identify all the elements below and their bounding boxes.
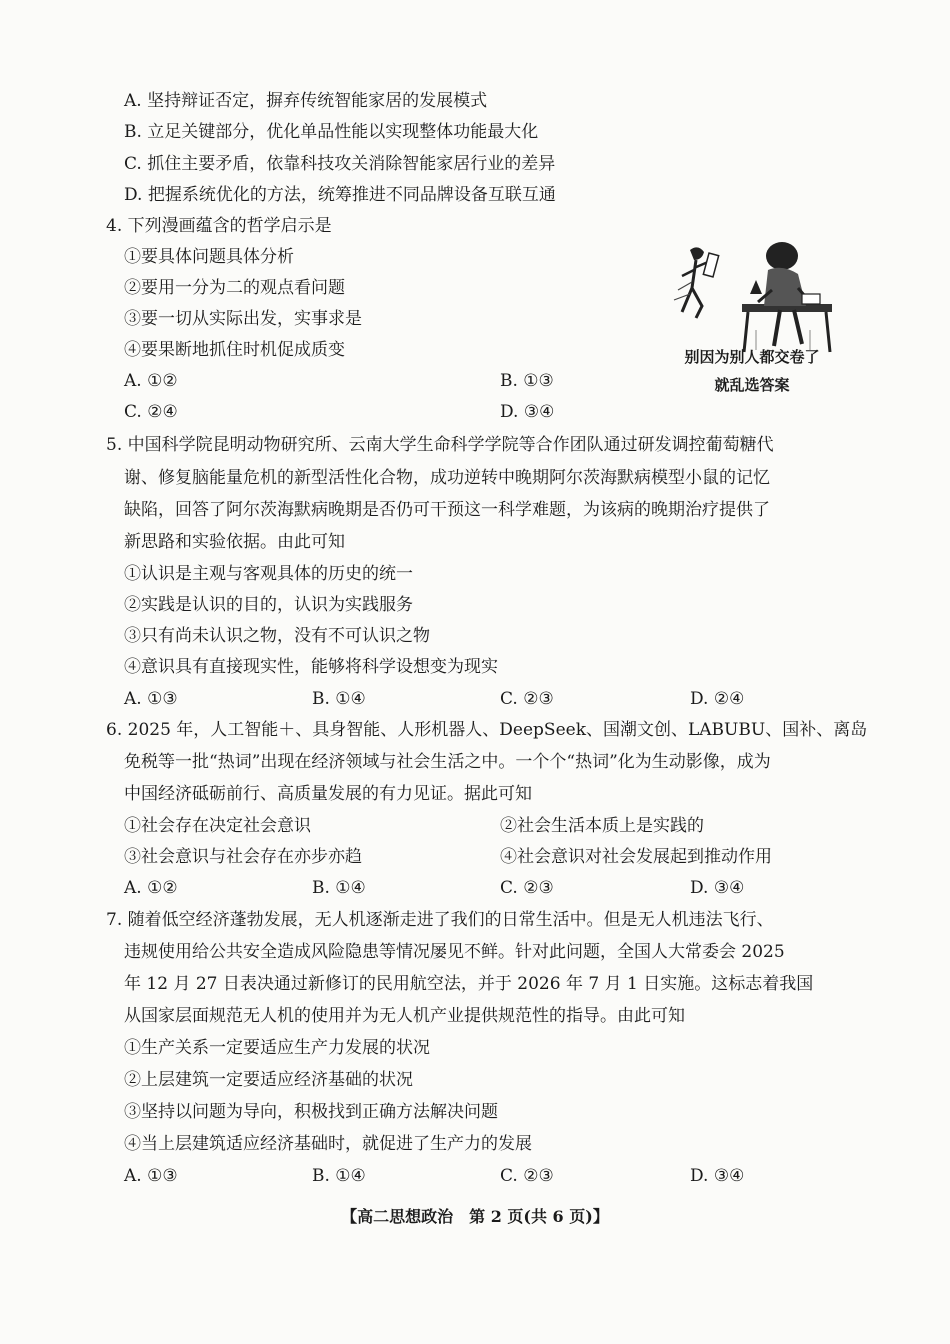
q4-item-3: ③要一切从实际出发，实事求是 bbox=[124, 309, 362, 329]
q5-stem-line-1: 5. 中国科学院昆明动物研究所、云南大学生命科学学院等合作团队通过研发调控葡萄糖代 bbox=[106, 435, 774, 455]
q7-stem-line-3: 年 12 月 27 日表决通过新修订的民用航空法，并于 2026 年 7 月 1 日实施。这标志着我国 bbox=[124, 974, 814, 994]
q5-choice-a: A. ①③ bbox=[124, 689, 178, 709]
q6-choice-d: D. ③④ bbox=[690, 878, 745, 898]
q7-item-4: ④当上层建筑适应经济基础时，就促进了生产力的发展 bbox=[124, 1134, 532, 1154]
q6-item-3: ③社会意识与社会存在亦步亦趋 bbox=[124, 847, 362, 867]
q5-stem-line-3: 缺陷，回答了阿尔茨海默病晚期是否仍可干预这一科学难题，为该病的晚期治疗提供了 bbox=[124, 500, 770, 520]
q7-choice-d: D. ③④ bbox=[690, 1166, 745, 1186]
q7-choice-a: A. ①③ bbox=[124, 1166, 178, 1186]
q6-stem-line-2: 免税等一批“热词”出现在经济领域与社会生活之中。一个个“热词”化为生动影像，成为 bbox=[124, 752, 771, 772]
q6-choice-b: B. ①④ bbox=[312, 878, 366, 898]
page-footer: 【高二思想政治 第 2 页(共 6 页)】 bbox=[341, 1207, 609, 1226]
q3-option-d: D. 把握系统优化的方法，统筹推进不同品牌设备互联互通 bbox=[124, 185, 556, 205]
q4-choice-c: C. ②④ bbox=[124, 402, 178, 422]
q7-choice-b: B. ①④ bbox=[312, 1166, 366, 1186]
q3-option-b: B. 立足关键部分，优化单品性能以实现整体功能最大化 bbox=[124, 122, 539, 142]
q6-choice-a: A. ①② bbox=[124, 878, 178, 898]
q5-item-2: ②实践是认识的目的，认识为实践服务 bbox=[124, 595, 413, 615]
q5-stem-line-4: 新思路和实验依据。由此可知 bbox=[124, 532, 345, 552]
q5-item-3: ③只有尚未认识之物，没有不可认识之物 bbox=[124, 626, 430, 646]
q4-item-1: ①要具体问题具体分析 bbox=[124, 247, 294, 267]
q5-choice-d: D. ②④ bbox=[690, 689, 745, 709]
q6-stem-line-3: 中国经济砥砺前行、高质量发展的有力见证。据此可知 bbox=[124, 784, 532, 804]
q6-choice-c: C. ②③ bbox=[500, 878, 554, 898]
q4-item-4: ④要果断地抓住时机促成质变 bbox=[124, 340, 345, 360]
q5-choice-c: C. ②③ bbox=[500, 689, 554, 709]
q6-stem-line-1: 6. 2025 年，人工智能＋、具身智能、人形机器人、DeepSeek、国潮文创、LABUBU、国补、离岛 bbox=[106, 720, 868, 740]
q4-choice-d: D. ③④ bbox=[500, 402, 555, 422]
cartoon-caption-line-2: 就乱选答案 bbox=[714, 376, 790, 394]
q5-stem-line-2: 谢、修复脑能量危机的新型活性化合物，成功逆转中晚期阿尔茨海默病模型小鼠的记忆 bbox=[124, 468, 770, 488]
q6-item-1: ①社会存在决定社会意识 bbox=[124, 816, 311, 836]
q3-option-a: A. 坚持辩证否定，摒弃传统智能家居的发展模式 bbox=[124, 91, 488, 111]
q6-item-4: ④社会意识对社会发展起到推动作用 bbox=[500, 847, 772, 867]
q5-item-1: ①认识是主观与客观具体的历史的统一 bbox=[124, 564, 413, 584]
q7-stem-line-4: 从国家层面规范无人机的使用并为无人机产业提供规范性的指导。由此可知 bbox=[124, 1006, 685, 1026]
q7-item-1: ①生产关系一定要适应生产力发展的状况 bbox=[124, 1038, 430, 1058]
q6-item-2: ②社会生活本质上是实践的 bbox=[500, 816, 704, 836]
q7-item-2: ②上层建筑一定要适应经济基础的状况 bbox=[124, 1070, 413, 1090]
q7-stem-line-2: 违规使用给公共安全造成风险隐患等情况屡见不鲜。针对此问题，全国人大常委会 2025 bbox=[124, 942, 785, 962]
q7-item-3: ③坚持以问题为导向，积极找到正确方法解决问题 bbox=[124, 1102, 498, 1122]
q5-choice-b: B. ①④ bbox=[312, 689, 366, 709]
q4-stem: 4. 下列漫画蕴含的哲学启示是 bbox=[106, 216, 332, 236]
q7-choice-c: C. ②③ bbox=[500, 1166, 554, 1186]
q4-choice-b: B. ①③ bbox=[500, 371, 554, 391]
q7-stem-line-1: 7. 随着低空经济蓬勃发展，无人机逐渐走进了我们的日常生活中。但是无人机违法飞行、 bbox=[106, 910, 774, 930]
q5-item-4: ④意识具有直接现实性，能够将科学设想变为现实 bbox=[124, 657, 498, 677]
q4-item-2: ②要用一分为二的观点看问题 bbox=[124, 278, 345, 298]
cartoon-caption-line-1: 别因为别人都交卷了 bbox=[684, 348, 820, 366]
q4-choice-a: A. ①② bbox=[124, 371, 178, 391]
q3-option-c: C. 抓住主要矛盾，依靠科技攻关消除智能家居行业的差异 bbox=[124, 154, 556, 174]
